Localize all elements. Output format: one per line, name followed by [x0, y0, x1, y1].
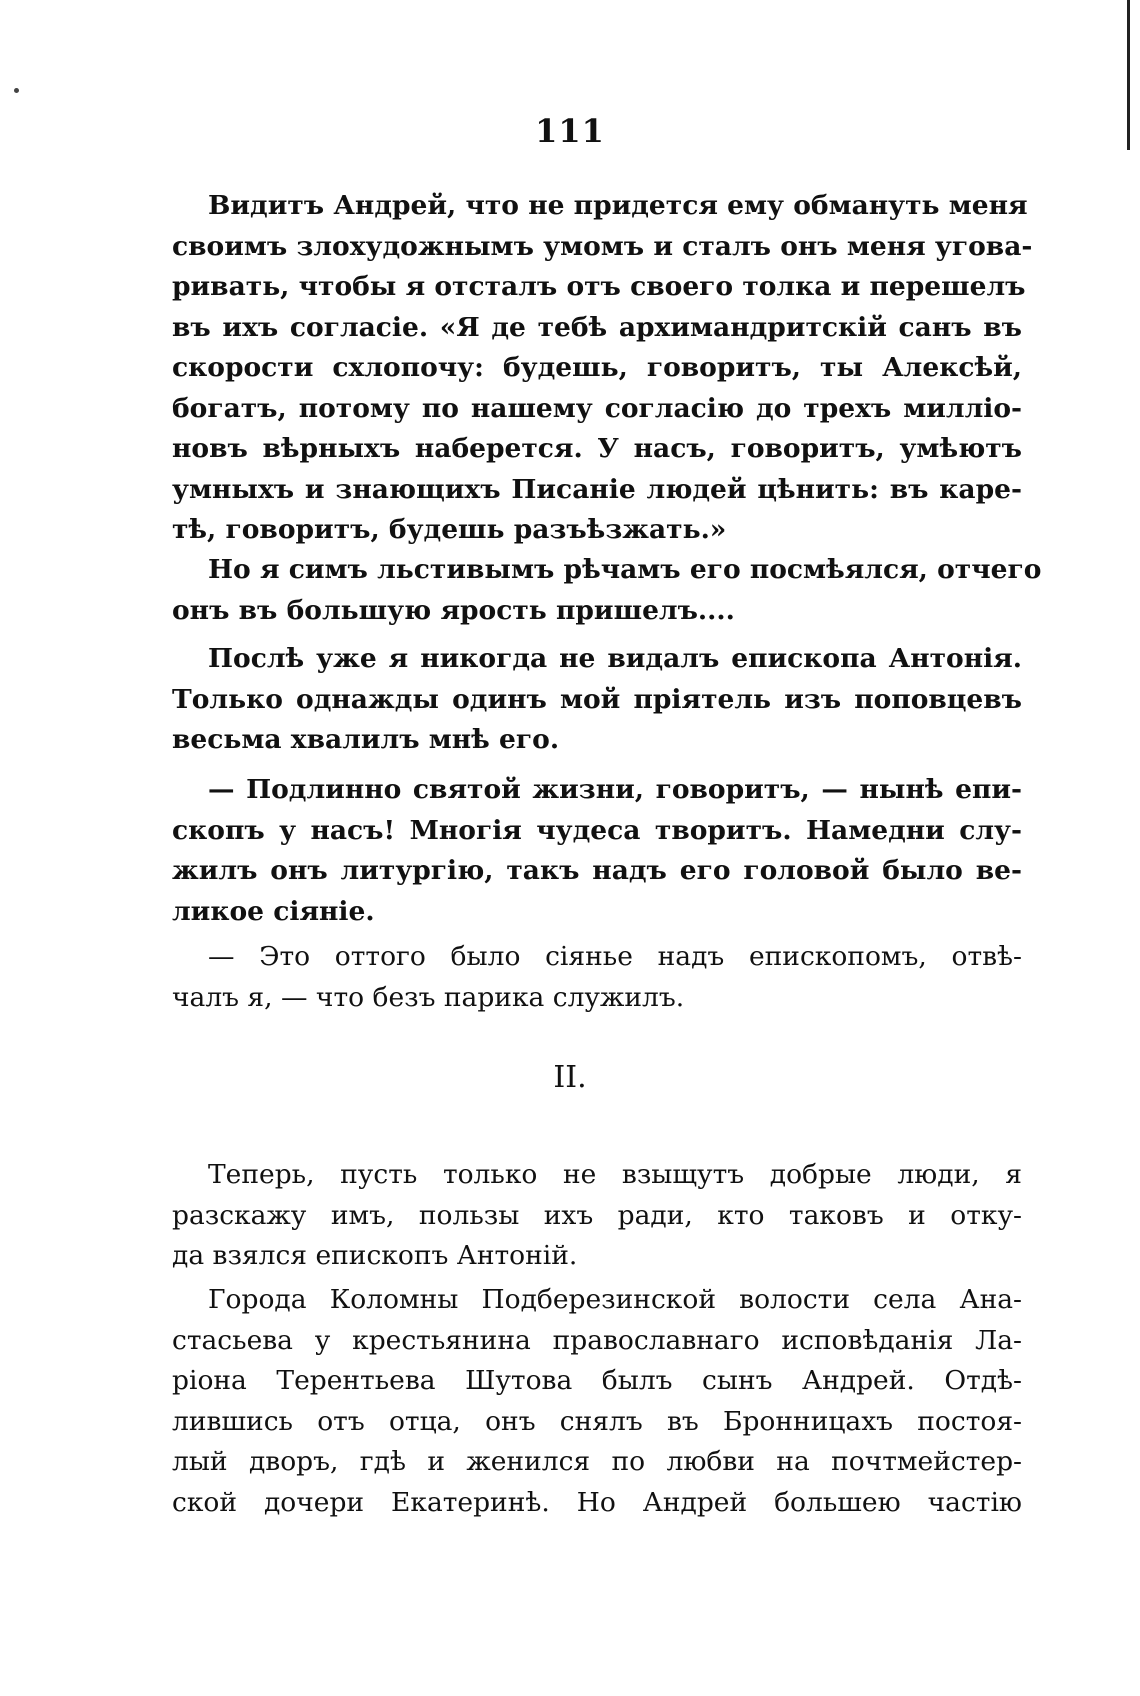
text-line: новъ вѣрныхъ наберется. У насъ, говоритъ, умѣютъ	[172, 433, 1022, 464]
text-line: разскажу имъ, пользы ихъ ради, кто таковъ и отку-	[172, 1199, 1022, 1231]
text-line: Видитъ Андрей, что не придется ему обмануть меня	[208, 190, 1028, 221]
text-line: тѣ, говоритъ, будешь разъѣзжать.»	[172, 514, 727, 545]
text-line: богатъ, потому по нашему согласію до трехъ милліо-	[172, 392, 1022, 424]
text-line: жилъ онъ литургію, такъ надъ его головой было ве-	[172, 855, 1022, 886]
text-line: скопъ у насъ! Многія чудеса творитъ. Намедни слу-	[172, 814, 1022, 846]
text-line: Послѣ уже я никогда не видалъ епископа Антонія.	[208, 643, 1022, 674]
paragraph-4	[172, 770, 1022, 932]
margin-dot	[14, 88, 19, 93]
text-line: ріона Терентьева Шутова былъ сынъ Андрей. Отдѣ-	[172, 1365, 1022, 1396]
text-line: стасьева у крестьянина православнаго исповѣданія Ла-	[172, 1324, 1022, 1356]
text-line: своимъ злохудожнымъ умомъ и сталъ онъ меня угова-	[172, 230, 1033, 262]
paragraph-1	[172, 186, 1033, 551]
text-line: — Подлинно святой жизни, говоритъ, — нынѣ епи-	[208, 774, 1022, 805]
text-line: весьма хвалилъ мнѣ его.	[172, 724, 560, 755]
paragraph-2	[172, 550, 1042, 631]
text-line: Теперь, пусть только не взыщутъ добрые люди, я	[208, 1159, 1022, 1190]
text-line: чалъ я, — что безъ парика служилъ.	[172, 981, 685, 1013]
section-heading: II.	[553, 1060, 587, 1095]
paragraph-3	[172, 639, 1022, 761]
text-line: Города Коломны Подберезинской волости села Ана-	[208, 1284, 1022, 1315]
paragraph-7	[172, 1280, 1022, 1523]
paragraph-5	[172, 937, 1022, 1018]
text-line: Но я симъ льстивымъ рѣчамъ его посмѣялся, отчего	[208, 554, 1042, 585]
page-number: 111	[535, 112, 605, 150]
text-line: да взялся епископъ Антоній.	[172, 1240, 578, 1271]
text-line: ривать, чтобы я отсталъ отъ своего толка и перешелъ	[172, 271, 1026, 302]
text-line: ской дочери Екатеринѣ. Но Андрей большею частію	[172, 1486, 1022, 1518]
text-line: — Это оттого было сіянье надъ епископомъ, отвѣ-	[208, 941, 1022, 972]
text-line: умныхъ и знающихъ Писаніе людей цѣнить: въ каре-	[172, 473, 1022, 505]
text-line: ликое сіяніе.	[172, 895, 375, 927]
text-line: лившись отъ отца, онъ снялъ въ Бронницахъ постоя-	[172, 1405, 1022, 1437]
text-line: въ ихъ согласіе. «Я де тебѣ архимандритскій санъ въ	[172, 311, 1022, 343]
text-line: онъ въ большую ярость пришелъ....	[172, 594, 735, 626]
text-line: скорости схлопочу: будешь, говоритъ, ты Алексѣй,	[172, 352, 1022, 383]
paragraph-6	[172, 1155, 1022, 1277]
text-line: Только однажды одинъ мой пріятель изъ поповцевъ	[172, 683, 1022, 715]
text-line: лый дворъ, гдѣ и женился по любви на почтмейстер-	[172, 1446, 1022, 1477]
